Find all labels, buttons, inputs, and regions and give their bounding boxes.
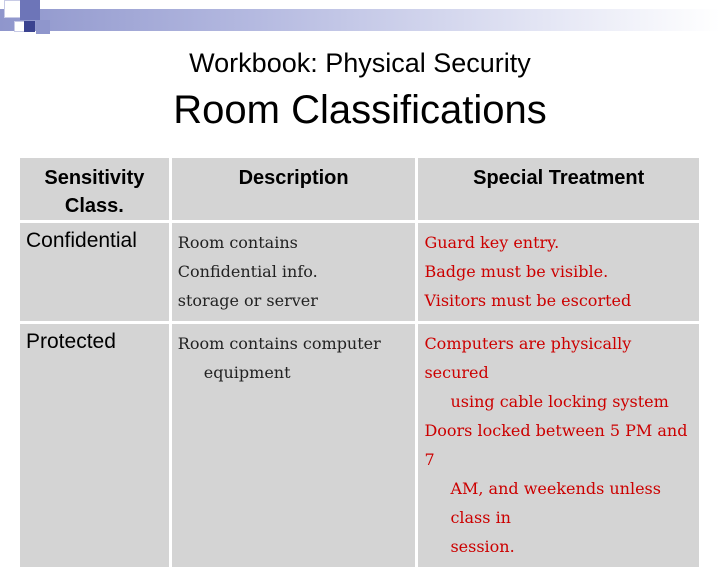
description-line: Confidential info. bbox=[177, 262, 318, 281]
header-description bbox=[172, 158, 416, 220]
treatment-line: Visitors must be escorted bbox=[424, 291, 632, 310]
row-treatment-cell bbox=[418, 223, 699, 321]
row-class-cell: Confidential bbox=[20, 223, 169, 321]
description-line: Room contains bbox=[177, 233, 298, 252]
description-line: equipment bbox=[203, 363, 291, 382]
treatment-line: Guard key entry. bbox=[424, 233, 560, 252]
treatment-line: using cable locking system bbox=[450, 392, 669, 411]
decorative-square bbox=[36, 20, 50, 34]
description-line: storage or server bbox=[177, 291, 318, 310]
treatment-line: session. bbox=[450, 537, 515, 556]
row-class-cell: Protected bbox=[20, 324, 169, 567]
treatment-line: Computers are physically secured bbox=[424, 334, 632, 382]
table-row bbox=[20, 223, 699, 321]
header-row bbox=[20, 158, 699, 220]
table-row bbox=[20, 324, 699, 567]
slide-title: Room Classifications bbox=[173, 88, 547, 132]
row-treatment-cell bbox=[418, 324, 699, 567]
header-treatment-label: Special Treatment bbox=[473, 167, 645, 189]
header-class-line2: Class. bbox=[64, 195, 124, 217]
treatment-line: Doors locked between 5 PM and 7 bbox=[424, 421, 688, 469]
header-sensitivity-class bbox=[20, 158, 169, 220]
treatment-line: AM, and weekends unless class in bbox=[450, 479, 661, 527]
row-description-cell bbox=[172, 324, 416, 567]
header-special-treatment bbox=[418, 158, 699, 220]
header-description-label: Description bbox=[238, 167, 349, 189]
treatment-line: Badge must be visible. bbox=[424, 262, 609, 281]
decorative-square bbox=[20, 0, 40, 20]
description-line: Room contains computer bbox=[177, 334, 381, 353]
row-description-cell bbox=[172, 223, 416, 321]
decorative-square bbox=[24, 21, 35, 32]
slide-subtitle: Workbook: Physical Security bbox=[189, 48, 531, 78]
decorative-gradient-bar bbox=[0, 9, 720, 31]
classification-table bbox=[17, 155, 702, 570]
header-class-line1: Sensitivity bbox=[44, 167, 145, 189]
